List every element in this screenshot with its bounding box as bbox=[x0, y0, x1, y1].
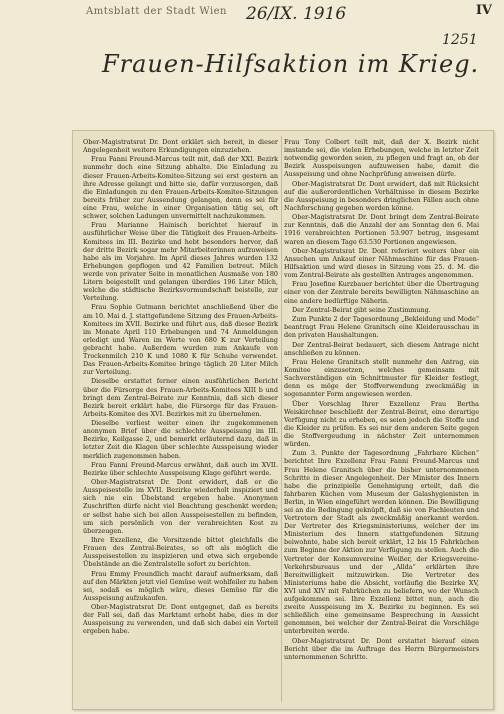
left-column bbox=[83, 138, 278, 637]
paragraph: Ober-Magistratsrat Dr. Dont erwidert, daß er die Ausspeisestelle im XVII. Bezirke wiederholt inspiziert und sich nie ein Übelstand ergeben habe. Anonymen Zuschriften dürfe nicht viel Beachtung geschenkt werden; er selbst habe sich bei allen Ausspeisestellen zu befinden, um sich persönlich von der verabreichten Kost zu überzeugen. bbox=[83, 478, 278, 535]
paragraph: Ober-Magistratsrat Dr. Dont erstattet hierauf einen Bericht über die im Auftrage des Herrn Bürgermeisters unternommenen Schritte. bbox=[284, 636, 479, 661]
handwritten-title: Frauen-Hilfsaktion im Krieg. bbox=[102, 50, 480, 78]
paragraph: Dieselbe erstattet ferner einen ausführlichen Bericht über die Fürsorge des Frauen-Arbeits-Komitees XIII b und bringt dem Zentral-Beirate zur Kenntnis, daß sich dieser Bezirk bereit erklärt habe, die Fürsorge für das Frauen-Arbeits-Komitee des XVI. Bezirkes mit zu übernehmen. bbox=[83, 377, 278, 418]
handwritten-date: 26/IX. 1916 bbox=[246, 4, 347, 24]
paragraph: Ober-Magistratsrat Dr. Dont erwidert, daß mit Rücksicht auf die außerordentlichen Verhältnisse in diesem Bezirke die Ausspeisung in besonders dringlichen Fällen auch ohne Nachforschung gegeben werden könne. bbox=[284, 179, 479, 212]
newspaper-stamp: Amtsblatt der Stadt Wien bbox=[86, 6, 227, 17]
paragraph: Frau Tony Colbert teilt mit, daß der X. Bezirk nicht imstande sei, die vielen Erhebungen, welche in letzter Zeit notwendig geworden seien, zu pflegen und fragt an, ob der Bezirk Ausspeisungen aufzuweisen habe, damit die Ausspeisung und ohne Nachprüfung anweisen dürfe. bbox=[284, 138, 479, 179]
right-column bbox=[284, 138, 479, 662]
paragraph: Ihre Exzellenz, die Vorsitzende bittet gleichfalls die Frauen des Zentral-Beirates, so oft als möglich die Ausspeisestellen zu inspizieren und etwa sich ergebende Übelstände an die Zentralstelle sofort zu berichten. bbox=[83, 536, 278, 569]
paragraph: Ober-Magistratsrat Dr. Dont referiert weiters über ein Ansuchen um Ankauf einer Nähmaschine für das Frauen-Hilfsaktion und wird dieses in Sitzung vom 25. d. M. die vom Zentral-Beirate als gestellten Antrages angenommen. bbox=[284, 246, 479, 280]
handwritten-number: 1251 bbox=[442, 32, 478, 48]
paragraph: Frau Emmy Freundlich macht darauf aufmerksam, daß auf den Märkten jetzt viel Gemüse weit wohlfeiler zu haben sei, sodaß es möglich wäre, dieses Gemüse für die Ausspeisung aufzukaufen. bbox=[83, 569, 278, 602]
paragraph: Frau Marianne Hainisch berichtet hierauf in ausführlicher Weise über die Tätigkeit des Frauen-Arbeits-Komitees im III. Bezirke und hebt besonders hervor, daß der dritte Bezirk sogar mehr Mitarbeiterinnen aufzuweisen habe als im Vorjahre. Im April dieses Jahres wurden 132 Erhebungen gepflogen und 42 Familien betreut. Milch werde von privater Seite in monatlichen Ausmaße von 180 Litern beigestellt und gelangen überdies 196 Liter Milch, welche die städtische Bezirksvormundschaft beistelle, zur Verteilung. bbox=[83, 221, 278, 303]
paragraph: Zum Punkte 2 der Tagesordnung „Bekleidung und Mode“ beantragt Frau Helene Granitsch eine Kleiderausschau in den privaten Haushaltungen. bbox=[284, 315, 479, 340]
paragraph: Frau Helene Granitsch stellt nunmehr den Antrag, ein Komitee einzusetzen, welches gemeinsam mit Sachverständigen ein Schnittmuster für Kleider festlegt, denn es möge der Stoffverwendung zweckmäßig in sogenannter Form angewiesen werden. bbox=[284, 357, 479, 399]
paragraph: Über Vorschlag Ihrer Exzellenz Frau Bertha Weiskirchner beschließt der Zentral-Beirat, eine derartige Verfügung nicht zu erheben, es seien jedoch die Stoffe und die Kleider zu prüfen. Es sei nur dem anderen Seite gegen die Stoffvergeudung in nächster Zeit unternommen würden. bbox=[284, 399, 479, 449]
column-divider bbox=[281, 136, 282, 702]
paragraph: Zum 3. Punkte der Tagesordnung „Fahrbare Küchen“ berichtet Ihre Exzellenz Frau Fanni Freund-Marcus und Frau Helene Granitsch über die bisher unternommenen Schritte in dieser Angelegenheit. Der Minister des Innern habe die prinzipielle Genehmigung erteilt, daß die fahrbaren Küchen vom Museum der Galashygienisten in Berlin, in Wien eingeführt werden können. Die Bewilligung sei an die Bedingung geknüpft, daß sie von Fachleuten und Vertretern der Stadt als zweckmäßig anerkannt werden. Der Vertreter des Kriegsministeriums, welcher der im Ministerium des Innern stattgefundenen Sitzung beiwohnte, habe sich bereit erklärt, 12 bis 15 Fahrküchen zum Beginne der Aktion zur Verfügung zu stellen. Auch die Vertreter der Konsumvereine Weißer, der Kriegsvereine-Verkehrsbureaus und der „Allda“ erklärten ihre Bereitwilligkeit mitzuwirken. Die Vertreter des Ministeriums habe die Absicht, vorläufig die Bezirke XV, XVI und XIV mit Fahrküchen zu beliefern, wo der Wunsch aufgekommen sei. Ihre Exzellenz bittet nun, auch die zweite Ausspeisung im X. Bezirke zu beginnen. Es sei schließlich eine gemeinsame Besprechung in Aussicht genommen, bei welcher der Zentral-Beirat die Vorschläge unterbreiten werde. bbox=[284, 449, 479, 636]
roman-numeral: IV bbox=[475, 3, 492, 18]
paragraph: Ober-Magistratsrat Dr. Dont entgegnet, daß es bereits der Fall sei, daß das Marktamt erhobt habe, dies in der Ausspeisung zu verwenden, und daß sich dabei ein Vorteil ergeben habe. bbox=[83, 603, 278, 636]
paragraph: Frau Fanni Freund-Marcus erwähnt, daß auch im XVII. Bezirke über schlechte Ausspeisung Klage geführt werde. bbox=[83, 460, 278, 477]
paragraph: Ober-Magistratsrat Dr. Dont erklärt sich bereit, in dieser Angelegenheit weitere Erkundigungen einzuziehen. bbox=[83, 138, 278, 155]
paragraph: Frau Sophie Gutmann berichtet anschließend über die am 10. Mai d. J. stattgefundene Sitzung des Frauen-Arbeits-Komitees im XVII. Bezirke und führt aus, daß dieser Bezirk im Monate April 110 Erhebungen und 74 Anmeldungen erledigt und Waren im Werte von 680 K zur Verteilung gebracht habe. Außerdem wurden zum Ankaufe von Trockenmilch 210 K und 1080 K für Schuhe verwendet. Das Frauen-Arbeits-Komitee bringe täglich 20 Liter Milch zur Verteilung. bbox=[83, 303, 278, 377]
paragraph: Ober-Magistratsrat Dr. Dont bringt dem Zentral-Beirate zur Kenntnis, daß die Anzahl der am Sonntag den 6. Mai 1916 verabreichten Portionen 53.907 betrug, insgesamt waren an diesem Tage 63.530 Portionen angewiesen. bbox=[284, 213, 479, 246]
paragraph: Frau Fanni Freund-Marcus teilt mit, daß der XXI. Bezirk nunmehr doch eine Sitzung abhalte. Die Einladung zu dieser Frauen-Arbeits-Komitee-Sitzung sei erst gestern an ihre Adresse gelangt und bitte sie, dafür vorzusorgen, daß die Einladungen zu den Frauen-Arbeits-Komitee-Sitzungen bereits früher zur Aussendung gelangen, denn es sei für eine Frau, welche in einer Organisation tätig sei, oft schwer, solchen Ladungen unvermittelt nachzukommen. bbox=[83, 155, 278, 221]
paragraph: Frau Josefine Kurzbauer berichtet über die Übertragung einer von der Zentrale bereits bewilligten Nähmaschine an eine andere bedürftige Näherin. bbox=[284, 280, 479, 305]
paragraph: Dieselbe verliest weiter einen ihr zugekommenen anonymen Brief über die schlechte Ausspeisung im III. Bezirke, Keilgasse 2, und bemerkt erläuternd dazu, daß in letzter Zeit die Klagen über schlechte Ausspeisung wieder merklich zugenommen haben. bbox=[83, 419, 278, 460]
paragraph: Der Zentral-Beirat bedauert, sich diesem Antrage nicht anschließen zu können. bbox=[284, 340, 479, 357]
paragraph: Der Zentral-Beirat gibt seine Zustimmung. bbox=[292, 305, 431, 314]
